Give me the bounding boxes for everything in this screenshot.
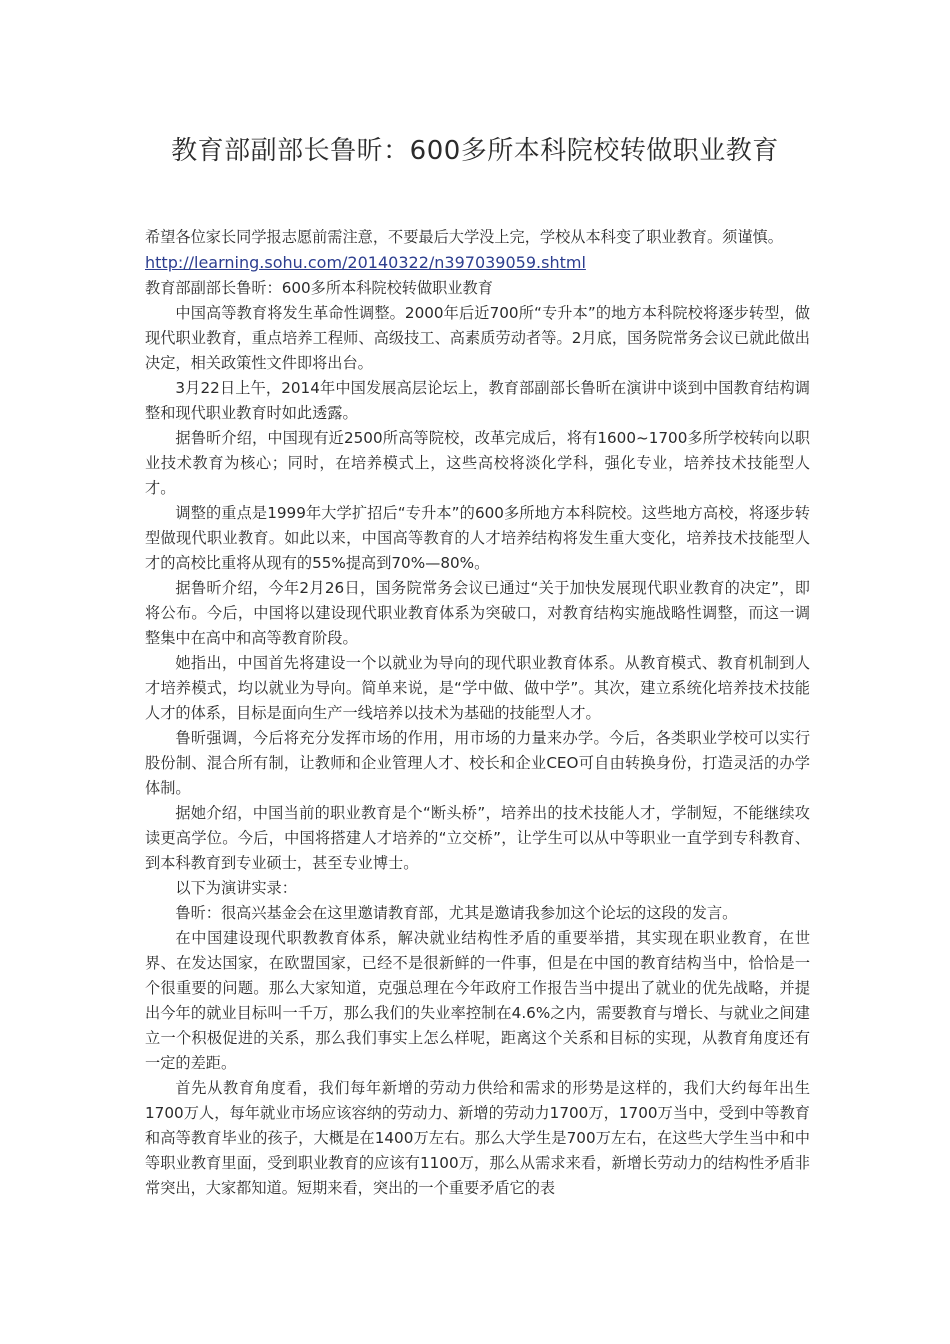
paragraph: 据鲁昕介绍，中国现有近2500所高等院校，改革完成后，将有1600~1700多所学校转向以职业技术教育为核心；同时，在培养模式上，这些高校将淡化学科，强化专业，培养技术技能型人才。 [145, 429, 810, 497]
source-link[interactable]: http://learning.sohu.com/20140322/n397039059.shtml [145, 253, 586, 272]
paragraph: 中国高等教育将发生革命性调整。2000年后近700所“专升本”的地方本科院校将逐步转型，做现代职业教育，重点培养工程师、高级技工、高素质劳动者等。2月底，国务院常务会议已就此做出决定，相关政策性文件即将出台。 [145, 304, 810, 372]
document-body [145, 225, 810, 1201]
document-title: 教育部副部长鲁昕：600多所本科院校转做职业教育 [171, 136, 779, 166]
paragraph: 据她介绍，中国当前的职业教育是个“断头桥”，培养出的技术技能人才，学制短，不能继续攻读更高学位。今后，中国将搭建人才培养的“立交桥”，让学生可以从中等职业一直学到专科教育、到本科教育到专业硕士，甚至专业博士。 [145, 804, 810, 872]
paragraph: 在中国建设现代职教教育体系，解决就业结构性矛盾的重要举措，其实现在职业教育，在世界、在发达国家，在欧盟国家，已经不是很新鲜的一件事，但是在中国的教育结构当中，恰恰是一个很重要的问题。那么大家知道，克强总理在今年政府工作报告当中提出了就业的优先战略，并提出今年的就业目标叫一千万，那么我们的失业率控制在4.6%之内，需要教育与增长、与就业之间建立一个积极促进的关系，那么我们事实上怎么样呢，距离这个关系和目标的实现，从教育角度还有一定的差距。 [145, 929, 810, 1072]
paragraph: 她指出，中国首先将建设一个以就业为导向的现代职业教育体系。从教育模式、教育机制到人才培养模式，均以就业为导向。简单来说，是“学中做、做中学”。其次，建立系统化培养技术技能人才的体系，目标是面向生产一线培养以技术为基础的技能型人才。 [145, 654, 810, 722]
intro-paragraph: 希望各位家长同学报志愿前需注意，不要最后大学没上完，学校从本科变了职业教育。须谨慎。 [145, 228, 783, 246]
article-subtitle: 教育部副部长鲁昕：600多所本科院校转做职业教育 [145, 279, 493, 297]
paragraph: 首先从教育角度看，我们每年新增的劳动力供给和需求的形势是这样的，我们大约每年出生1700万人，每年就业市场应该容纳的劳动力、新增的劳动力1700万，1700万当中，受到中等教育和高等教育毕业的孩子，大概是在1400万左右。那么大学生是700万左右，在这些大学生当中和中等职业教育里面，受到职业教育的应该有1100万，那么从需求来看，新增长劳动力的结构性矛盾非常突出，大家都知道。短期来看，突出的一个重要矛盾它的表 [145, 1079, 810, 1197]
paragraph: 调整的重点是1999年大学扩招后“专升本”的600多所地方本科院校。这些地方高校，将逐步转型做现代职业教育。如此以来，中国高等教育的人才培养结构将发生重大变化，培养技术技能型人才的高校比重将从现有的55%提高到70%—80%。 [145, 504, 810, 572]
paragraph: 据鲁昕介绍，今年2月26日，国务院常务会议已通过“关于加快发展现代职业教育的决定”，即将公布。今后，中国将以建设现代职业教育体系为突破口，对教育结构实施战略性调整，而这一调整集中在高中和高等教育阶段。 [145, 579, 810, 647]
paragraph: 鲁昕：很高兴基金会在这里邀请教育部，尤其是邀请我参加这个论坛的这段的发言。 [175, 904, 738, 922]
paragraph: 以下为演讲实录： [175, 879, 297, 897]
paragraph: 鲁昕强调，今后将充分发挥市场的作用，用市场的力量来办学。今后，各类职业学校可以实行股份制、混合所有制，让教师和企业管理人才、校长和企业CEO可自由转换身份，打造灵活的办学体制。 [145, 729, 810, 797]
paragraph: 3月22日上午，2014年中国发展高层论坛上，教育部副部长鲁昕在演讲中谈到中国教育结构调整和现代职业教育时如此透露。 [145, 379, 810, 422]
